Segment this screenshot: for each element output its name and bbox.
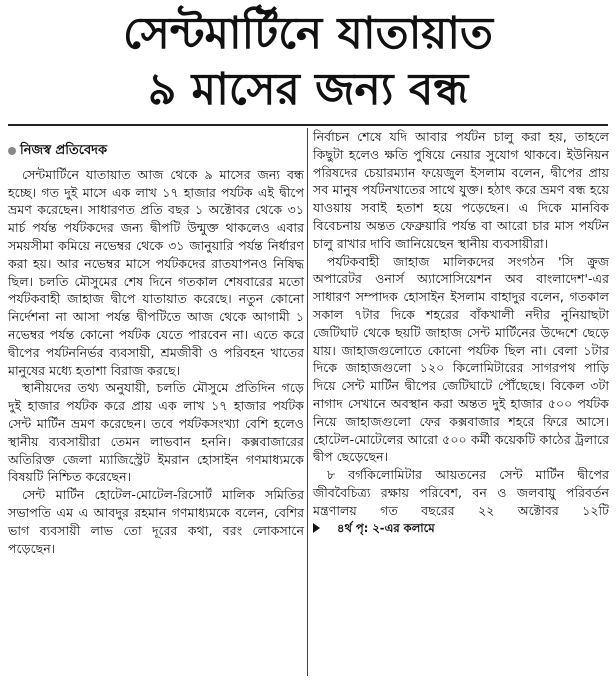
headline-rule bbox=[8, 124, 608, 126]
bullet-icon bbox=[8, 147, 16, 155]
article-column-right bbox=[313, 128, 609, 538]
article-column-left bbox=[8, 142, 304, 557]
paragraph: সেন্টমার্টিনে যাতায়াত আজ থেকে ৯ মাসের জন্য বন্ধ হচ্ছে। গত দুই মাসে এক লাখ ১৭ হাজার পর্যটক এই দ্বীপে ভ্রমণ করেছেন। সাধারণত প্রতি বছর ১ অক্টোবর থেকে ৩১ মার্চ পর্যন্ত পর্যটকদের জন্য দ্বীপটি উন্মুক্ত থাকলেও এবার সময়সীমা কমিয়ে নভেম্বর থেকে ৩১ জানুয়ারি পর্যন্ত নির্ধারণ করা হয়। আর নভেম্বর মাসে পর্যটকদের রাতযাপনও নিষিদ্ধ ছিল। চলতি মৌসুমের শেষ দিনে গতকাল শেষবারের মতো পর্যটকবাহী জাহাজ দ্বীপে যাতায়াত করেছে। নতুন কোনো নির্দেশনা না আসা পর্যন্ত দ্বীপটিতে আজ থেকে আগামী ১ নভেম্বর পর্যন্ত কোনো পর্যটক যেতে পারবেন না। এতে করে দ্বীপের পর্যটননির্ভর ব্যবসায়ী, শ্রমজীবী ও পরিবহন খাতের মানুষের মধ্যে হতাশা বিরাজ করছে। bbox=[8, 166, 304, 378]
column-divider bbox=[307, 128, 308, 676]
paragraph: স্থানীয়দের তথ্য অনুযায়ী, চলতি মৌসুমে প্রতিদিন গড়ে দুই হাজার পর্যটক করে প্রায় এক লাখ ১৭ হাজার পর্যটক সেন্ট মার্টিন ভ্রমণ করেছেন। তবে পর্যটকসংখ্যা বেশি হলেও স্থানীয় ব্যবসায়ীরা তেমন লাভবান হননি। কক্সবাজারের অতিরিক্ত জেলা ম্যাজিস্ট্রেট ইমরান হোসাইন গণমাধ্যমকে বিষয়টি নিশ্চিত করেছেন। bbox=[8, 380, 304, 485]
byline-text: নিজস্ব প্রতিবেদক bbox=[20, 143, 108, 158]
paragraph: পর্যটকবাহী জাহাজ মালিকদের সংগঠন 'সি ক্রুজ অপারেটর ওনার্স অ্যাসোসিয়েশন অব বাংলাদেশ'-এর সাধারণ সম্পাদক হোসাইন ইসলাম বাহাদুর বলেন, গতকাল সকাল ৭টার দিকে শহরের বাঁকখালী নদীর নুনিয়াছটা জেটিঘাট থেকে ছয়টি জাহাজ সেন্ট মার্টিনের উদ্দেশে ছেড়ে যায়। জাহাজগুলোতে কোনো পর্যটক ছিল না। বেলা ১টার দিকে জাহাজগুলো ১২০ কিলোমিটারের সাগরপথ পাড়ি দিয়ে সেন্ট মার্টিন দ্বীপের জেটিঘাটে পৌঁছেছে। বিকেল ৩টা নাগাদ সেখানে অবস্থান করা অন্তত দুই হাজার ৫০০ পর্যটক নিয়ে জাহাজগুলো ফের কক্সবাজার শহরে ফিরে আসে। হোটেল-মোটেলের আরো ৫০০ কর্মী কয়েকটি কাঠের ট্রলারে দ্বীপ ছেড়েছেন। bbox=[313, 253, 609, 465]
paragraph bbox=[313, 466, 609, 538]
paragraph: সেন্ট মার্টিন হোটেল-মোটেল-রিসোর্ট মালিক সমিতির সভাপতি এম এ আবদুর রহমান গণমাধ্যমকে বলেন, বেশির ভাগ ব্যবসায়ী লাভ তো দূরের কথা, বরং লোকসানে পড়েছেন। bbox=[8, 487, 304, 556]
headline-line-2: ৯ মাসের জন্য বন্ধ bbox=[147, 64, 469, 115]
headline bbox=[0, 6, 616, 118]
byline bbox=[8, 142, 304, 160]
continuation-text: ৪র্থ পৃ: ২-এর কলামে bbox=[337, 520, 435, 535]
paragraph: নির্বাচন শেষে যদি আবার পর্যটন চালু করা হয়, তাহলে কিছুটা হলেও ক্ষতি পুষিয়ে নেয়ার সুযোগ থাকবে। ইউনিয়ন পরিষদের চেয়ারম্যান ফয়েজুল ইসলাম বলেন, দ্বীপের প্রায় সব মানুষ পর্যটনখাতের সাথে যুক্ত। হঠাৎ করে ভ্রমণ বন্ধ হয়ে যাওয়ায় সবাই হতাশ হয়ে পড়েছেন। এ দিকে মানবিক বিবেচনায় অন্তত ফেব্রুয়ারি পর্যন্ত বা আরো চার মাস পর্যটন চালু রাখার দাবি জানিয়েছেন স্থানীয় ব্যবসায়ীরা। bbox=[313, 129, 609, 251]
arrow-right-icon bbox=[313, 523, 320, 533]
continuation-note bbox=[313, 520, 435, 538]
paragraph-text: ৮ বর্গকিলোমিটার আয়তনের সেন্ট মার্টিন দ্বীপের জীববৈচিত্র্য রক্ষায় পরিবেশ, বন ও জলবায়ু পরিবর্তন মন্ত্রণালয় গত বছরের ২২ অক্টোবর ১২টি bbox=[313, 467, 609, 518]
headline-line-1: সেন্টমার্টিনে যাতায়াত bbox=[122, 8, 494, 59]
